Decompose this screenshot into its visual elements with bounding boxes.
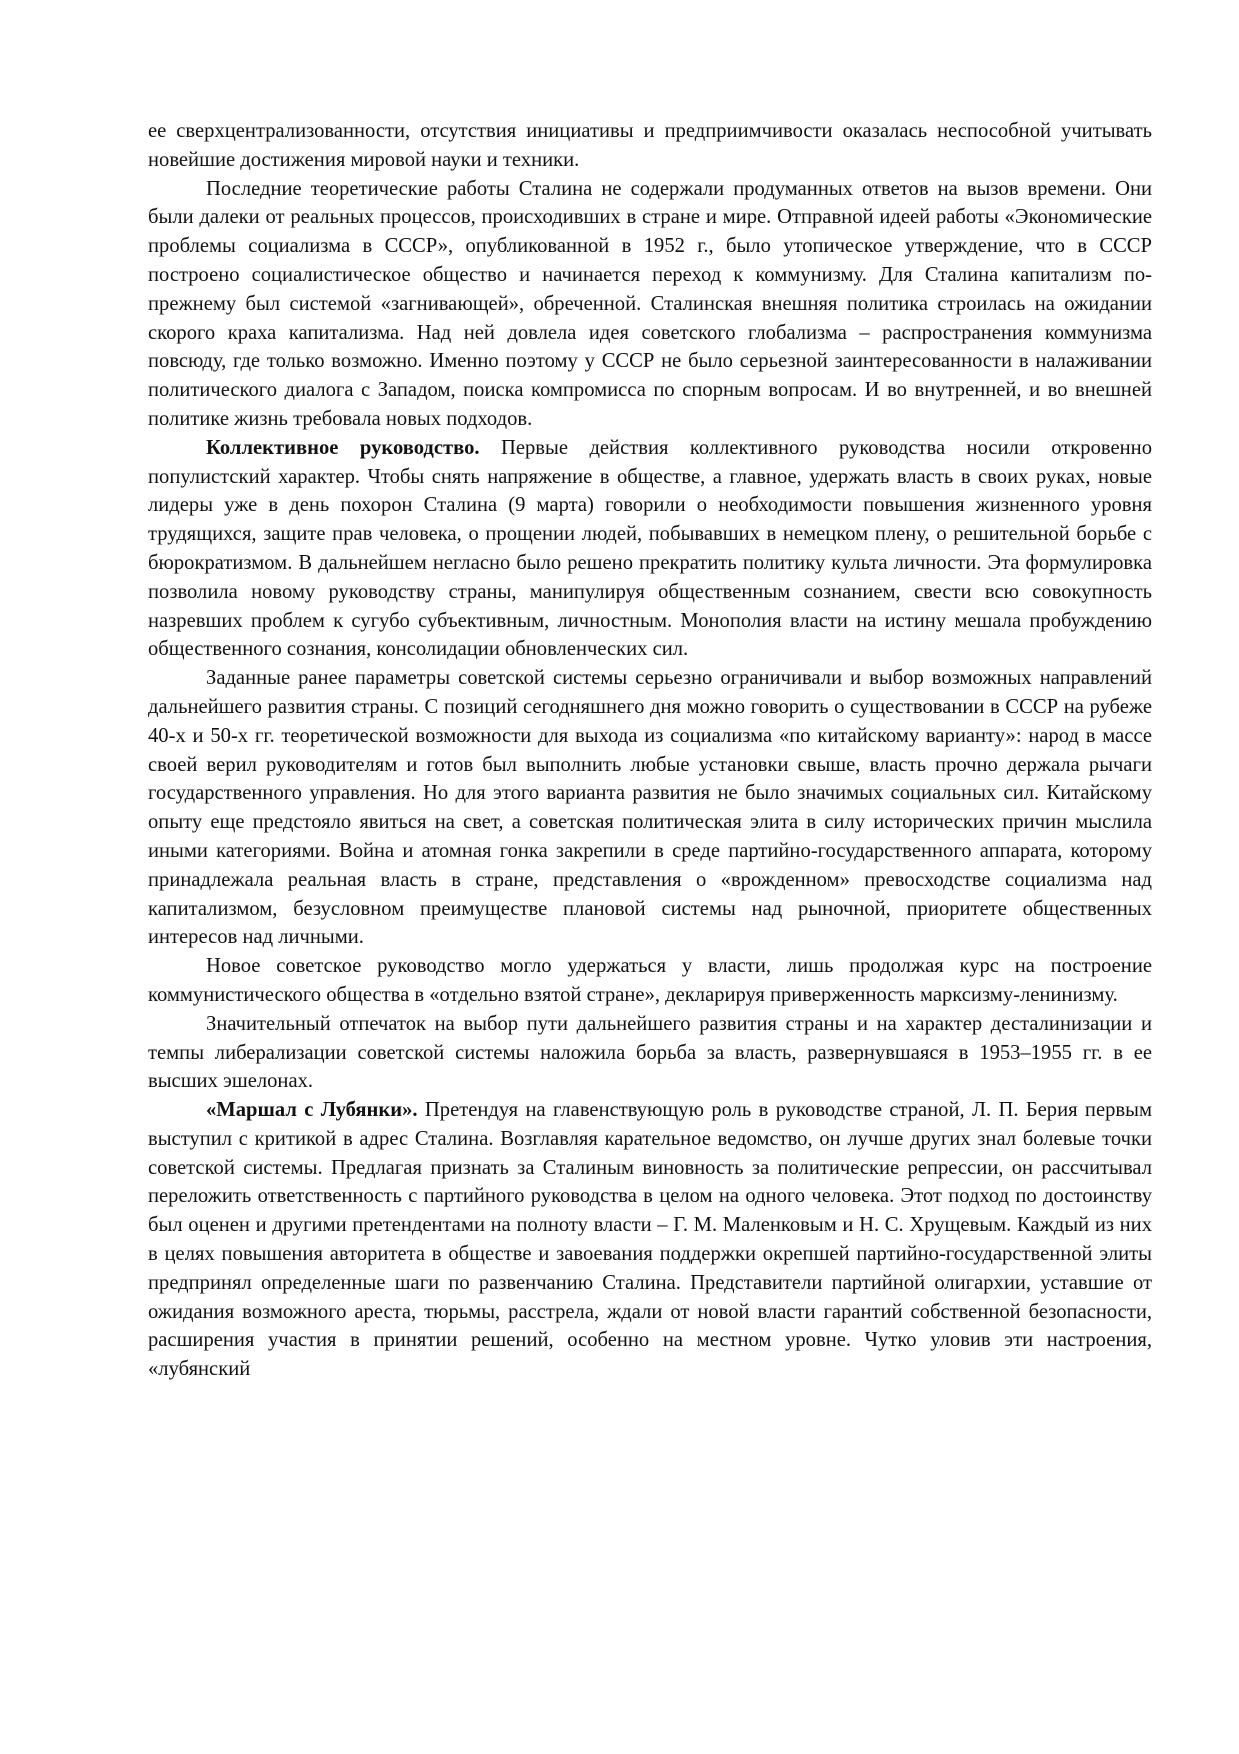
paragraph-6-text: Значительный отпечаток на выбор пути дальнейшего развития страны и на характер десталинизации и темпы либерализации советской системы наложила борьба за власть, развернувшаяся в 1953–1955 гг. в ее высших эшелонах. (148, 1012, 1152, 1093)
paragraph-4-text: Заданные ранее параметры советской системы серьезно ограничивали и выбор возможных направлений дальнейшего развития страны. С позиций сегодняшнего дня можно говорить о существовании в СССР на рубеже 40-х и 50-х гг. теоретической возможности для выхода из социализма «по китайскому варианту»: народ в массе своей верил руководителям и готов был выполнить любые установки свыше, власть прочно держала рычаги государственного управления. Но для этого варианта развития не было значимых социальных сил. Китайскому опыту еще предстояло явиться на свет, а советская политическая элита в силу исторических причин мыслила иными категориями. Война и атомная гонка закрепили в среде партийно-государственного аппарата, которому принадлежала реальная власть в стране, представления о «врожденном» превосходстве социализма над капитализмом, безусловном преимуществе плановой системы над рыночной, приоритете общественных интересов над личными. (148, 667, 1152, 949)
section-heading-marshal-lubyanka: «Маршал с Лубянки». (206, 1099, 418, 1122)
paragraph-3-text: Первые действия коллективного руководства носили откровенно популистский характер. Чтобы снять напряжение в обществе, а главное, удержать власть в своих руках, новые лидеры уже в день похорон Сталина (9 марта) говорили о необходимости повышения жизненного уровня трудящихся, защите прав человека, о прощении людей, побывавших в немецком плену, о решительной борьбе с бюрократизмом. В дальнейшем негласно было решено прекратить политику культа личности. Эта формулировка позволила новому руководству страны, манипулируя общественным сознанием, свести всю совокупность назревших проблем к сугубо субъективным, личностным. Монополия власти на истину мешала пробуждению общественного сознания, консолидации обновленческих сил. (148, 436, 1152, 661)
paragraph-6 (148, 1010, 1152, 1096)
document-page (148, 117, 1152, 1384)
paragraph-7-text: Претендуя на главенствующую роль в руководстве страной, Л. П. Берия первым выступил с критикой в адрес Сталина. Возглавляя карательное ведомство, он лучше других знал болевые точки советской системы. Предлагая признать за Сталиным виновность за политические репрессии, он рассчитывал переложить ответственность с партийного руководства в целом на одного человека. Этот подход по достоинству был оценен и другими претендентами на полноту власти – Г. М. Маленковым и Н. С. Хрущевым. Каждый из них в целях повышения авторитета в обществе и завоевания поддержки окрепшей партийно-государственной элиты предпринял определенные шаги по развенчанию Сталина. Представители партийной олигархии, уставшие от ожидания возможного ареста, тюрьмы, расстрела, ждали от новой власти гарантий собственной безопасности, расширения участия в принятии решений, особенно на местном уровне. Чутко уловив эти настроения, «лубянский (148, 1099, 1152, 1381)
paragraph-5 (148, 952, 1152, 1010)
paragraph-1 (148, 117, 1152, 175)
section-heading-collective-leadership: Коллективное руководство. (206, 436, 480, 459)
paragraph-2-text: Последние теоретические работы Сталина не содержали продуманных ответов на вызов времени. Они были далеки от реальных процессов, происходивших в стране и мире. Отправной идеей работы «Экономические проблемы социализма в СССР», опубликованной в 1952 г., было утопическое утверждение, что в СССР построено социалистическое общество и начинается переход к коммунизму. Для Сталина капитализм по-прежнему был системой «загнивающей», обреченной. Сталинская внешняя политика строилась на ожидании скорого краха капитализма. Над ней довлела идея советского глобализма – распространения коммунизма повсюду, где только возможно. Именно поэтому у СССР не было серьезной заинтересованности в налаживании политического диалога с Западом, поиска компромисса по спорным вопросам. И во внутренней, и во внешней политике жизнь требовала новых подходов. (148, 177, 1152, 430)
paragraph-1-text: ее сверхцентрализованности, отсутствия инициативы и предприимчивости оказалась неспособной учитывать новейшие достижения мировой науки и техники. (148, 120, 1152, 171)
paragraph-7 (148, 1096, 1152, 1384)
paragraph-2 (148, 175, 1152, 434)
paragraph-3 (148, 434, 1152, 664)
paragraph-4 (148, 664, 1152, 952)
paragraph-5-text: Новое советское руководство могло удержаться у власти, лишь продолжая курс на построение коммунистического общества в «отдельно взятой стране», декларируя приверженность марксизму-ленинизму. (148, 955, 1152, 1006)
